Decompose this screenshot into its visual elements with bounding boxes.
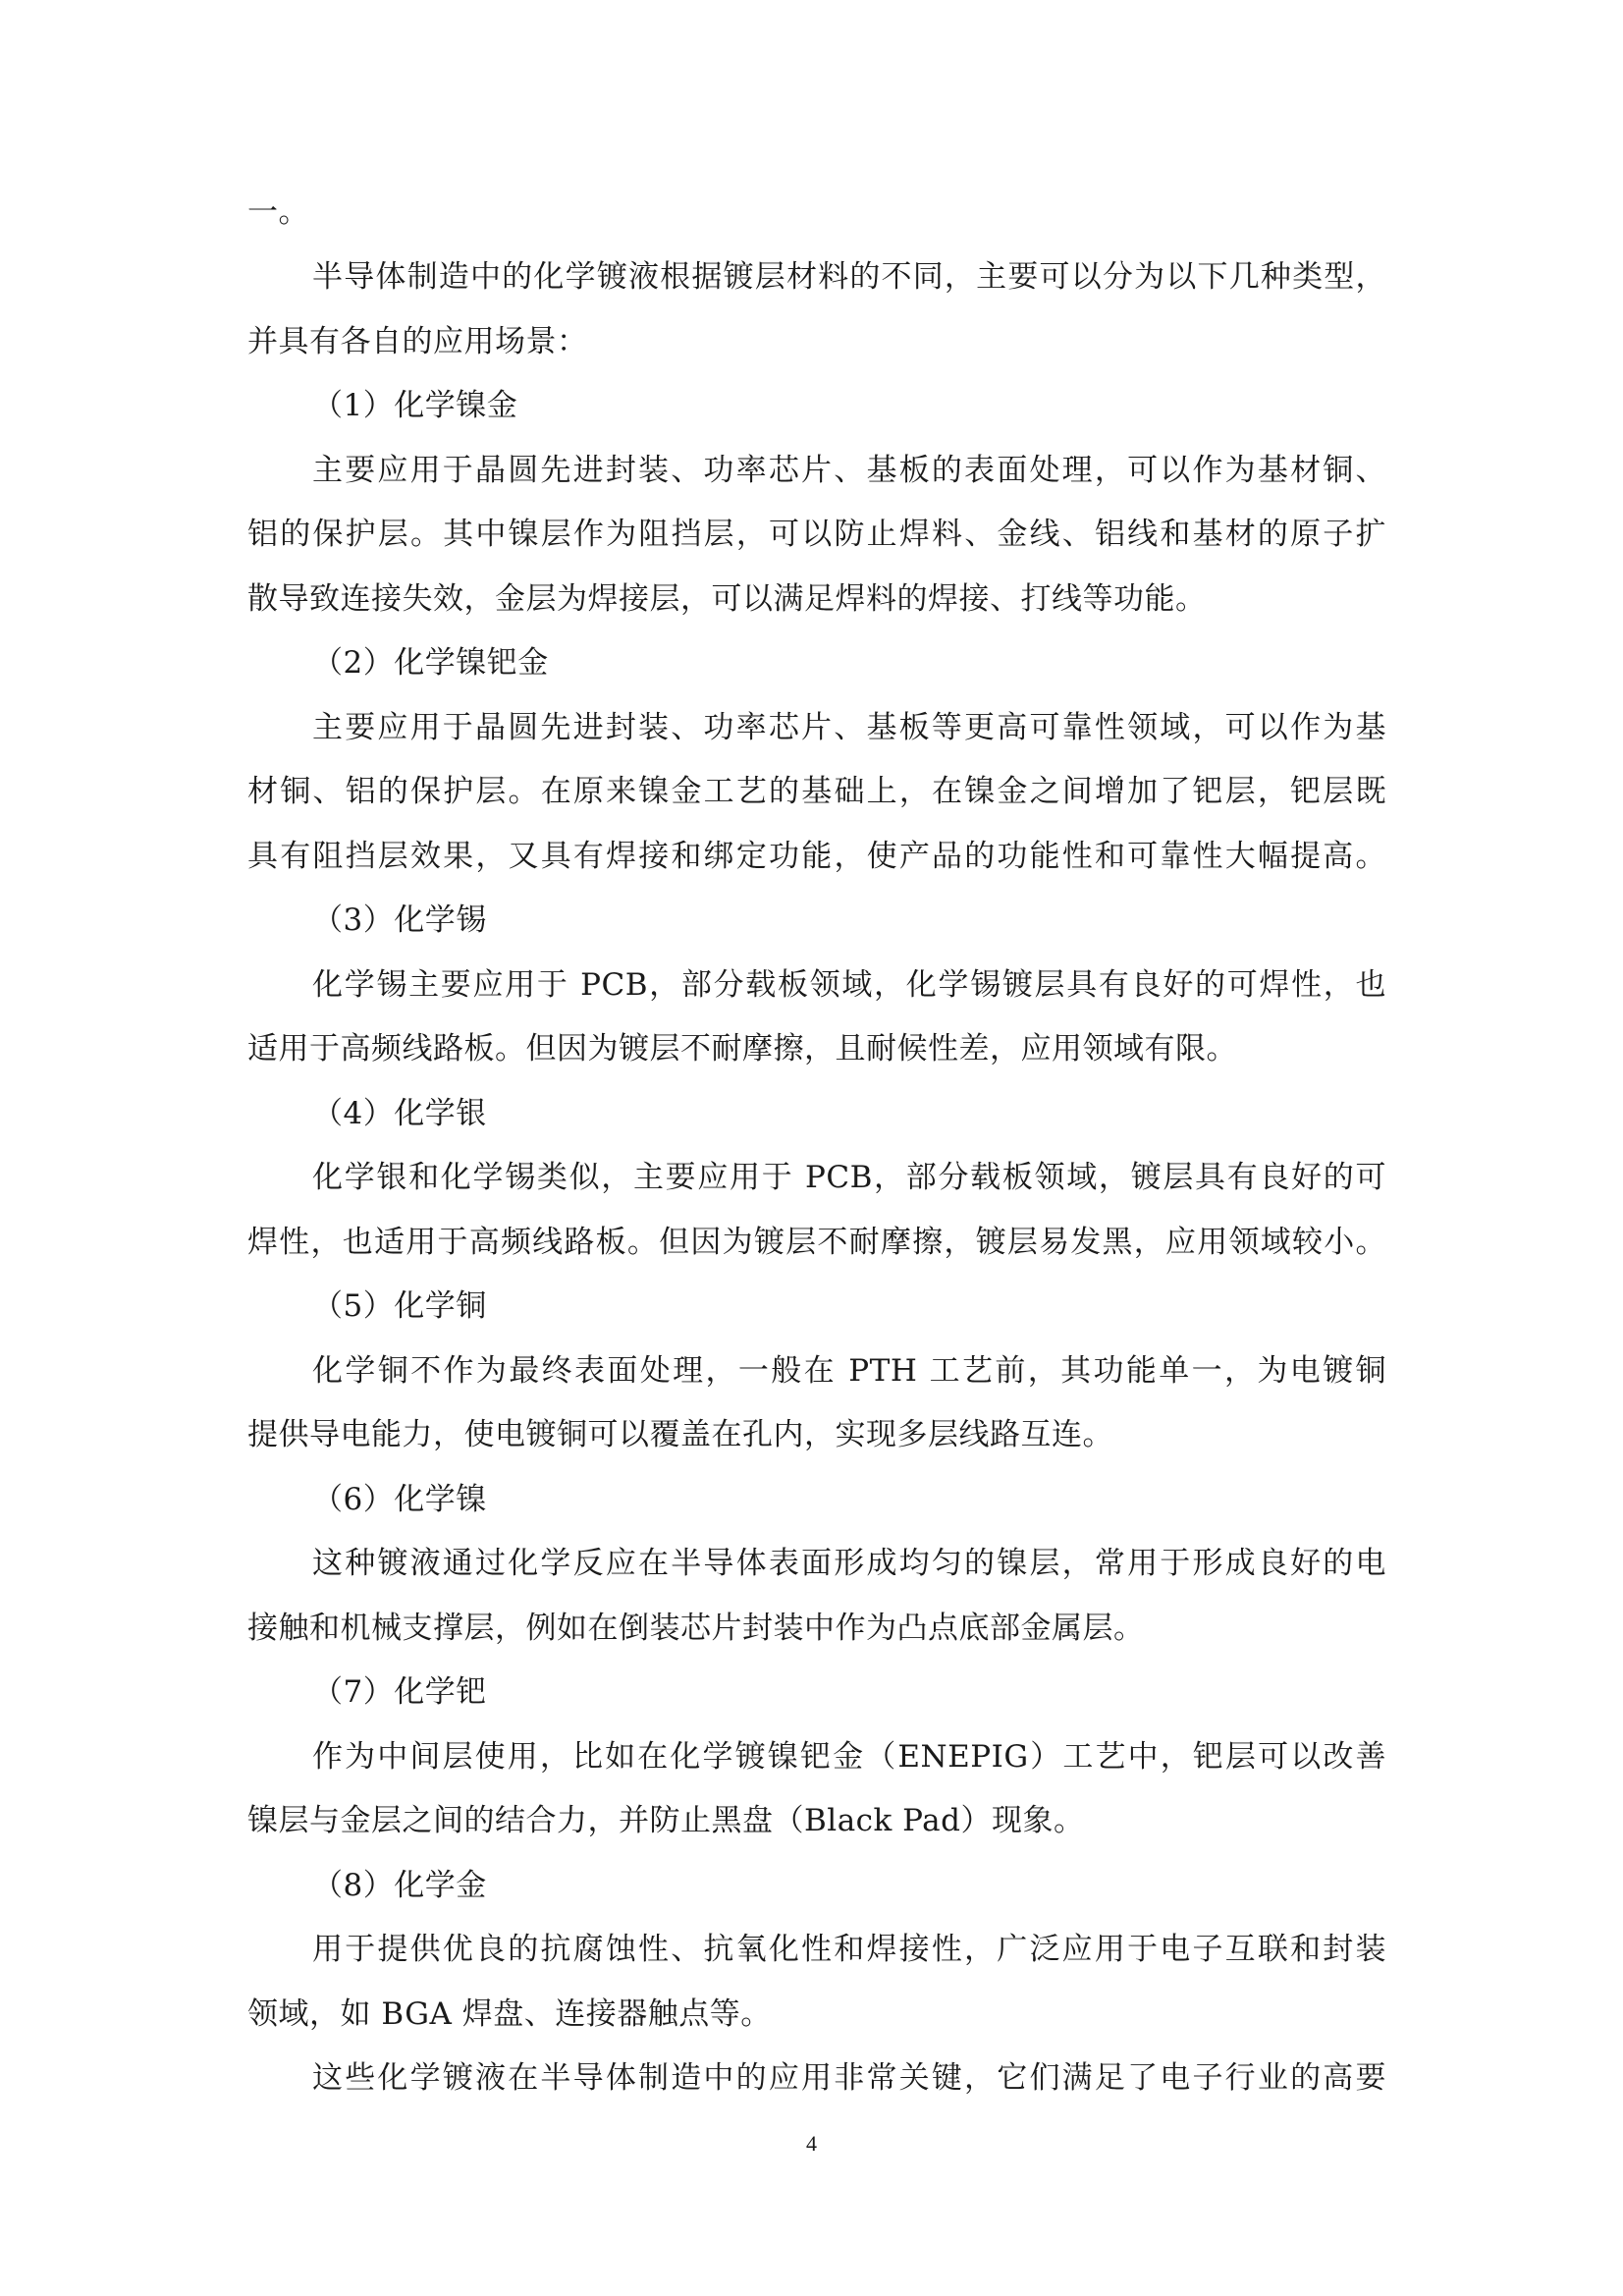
text-line: 接触和机械支撑层，例如在倒装芯片封装中作为凸点底部金属层。 [247,1611,1145,1646]
text-line: 这种镀液通过化学反应在半导体表面形成均匀的镍层，常用于形成良好的电 [312,1546,1386,1581]
text-line: 主要应用于晶圆先进封装、功率芯片、基板的表面处理，可以作为基材铜、 [312,453,1386,488]
section-heading-1: （1）化学镍金 [312,388,518,423]
section-heading-5: （5）化学铜 [312,1288,487,1324]
text-line: 提供导电能力，使电镀铜可以覆盖在孔内，实现多层线路互连。 [247,1417,1113,1452]
text-line: 铝的保护层。其中镍层作为阻挡层，可以防止焊料、金线、铝线和基材的原子扩 [247,517,1386,552]
text-line: 散导致连接失效，金层为焊接层，可以满足焊料的焊接、打线等功能。 [247,581,1207,617]
text-line: 并具有各自的应用场景： [247,324,588,359]
section-heading-3: （3）化学锡 [312,902,487,938]
text-line: 化学银和化学锡类似，主要应用于 PCB，部分载板领域，镀层具有良好的可 [312,1160,1386,1195]
section-heading-4: （4）化学银 [312,1096,487,1131]
text-line: 化学铜不作为最终表面处理，一般在 PTH 工艺前，其功能单一，为电镀铜 [312,1353,1386,1389]
paragraph-conclusion: 这些化学镀液在半导体制造中的应用非常关键，它们满足了电子行业的高要 [312,2060,1386,2096]
text-line: 镍层与金层之间的结合力，并防止黑盘（Black Pad）现象。 [247,1803,1085,1838]
text-line: 化学锡主要应用于 PCB，部分载板领域，化学锡镀层具有良好的可焊性，也 [312,967,1386,1003]
text-line: 作为中间层使用，比如在化学镀镍钯金（ENEPIG）工艺中，钯层可以改善 [312,1739,1386,1775]
paragraph-intro: 半导体制造中的化学镀液根据镀层材料的不同，主要可以分为以下几种类型， [312,259,1386,295]
text-line: 一。 [247,194,309,230]
page-number: 4 [806,2131,817,2156]
section-heading-6: （6）化学镍 [312,1482,487,1517]
text-line: 主要应用于晶圆先进封装、功率芯片、基板等更高可靠性领域，可以作为基 [312,710,1386,745]
text-line: 用于提供优良的抗腐蚀性、抗氧化性和焊接性，广泛应用于电子互联和封装 [312,1932,1386,1967]
text-line: 领域，如 BGA 焊盘、连接器触点等。 [247,1996,772,2032]
section-heading-8: （8）化学金 [312,1868,487,1903]
section-heading-2: （2）化学镍钯金 [312,645,549,681]
text-line: 材铜、铝的保护层。在原来镍金工艺的基础上，在镍金之间增加了钯层，钯层既 [247,774,1386,809]
section-heading-7: （7）化学钯 [312,1674,487,1710]
text-line: 焊性，也适用于高频线路板。但因为镀层不耐摩擦，镀层易发黑，应用领域较小。 [247,1225,1386,1260]
text-line: 适用于高频线路板。但因为镀层不耐摩擦，且耐候性差，应用领域有限。 [247,1031,1237,1066]
text-line: 具有阻挡层效果，又具有焊接和绑定功能，使产品的功能性和可靠性大幅提高。 [247,839,1386,874]
